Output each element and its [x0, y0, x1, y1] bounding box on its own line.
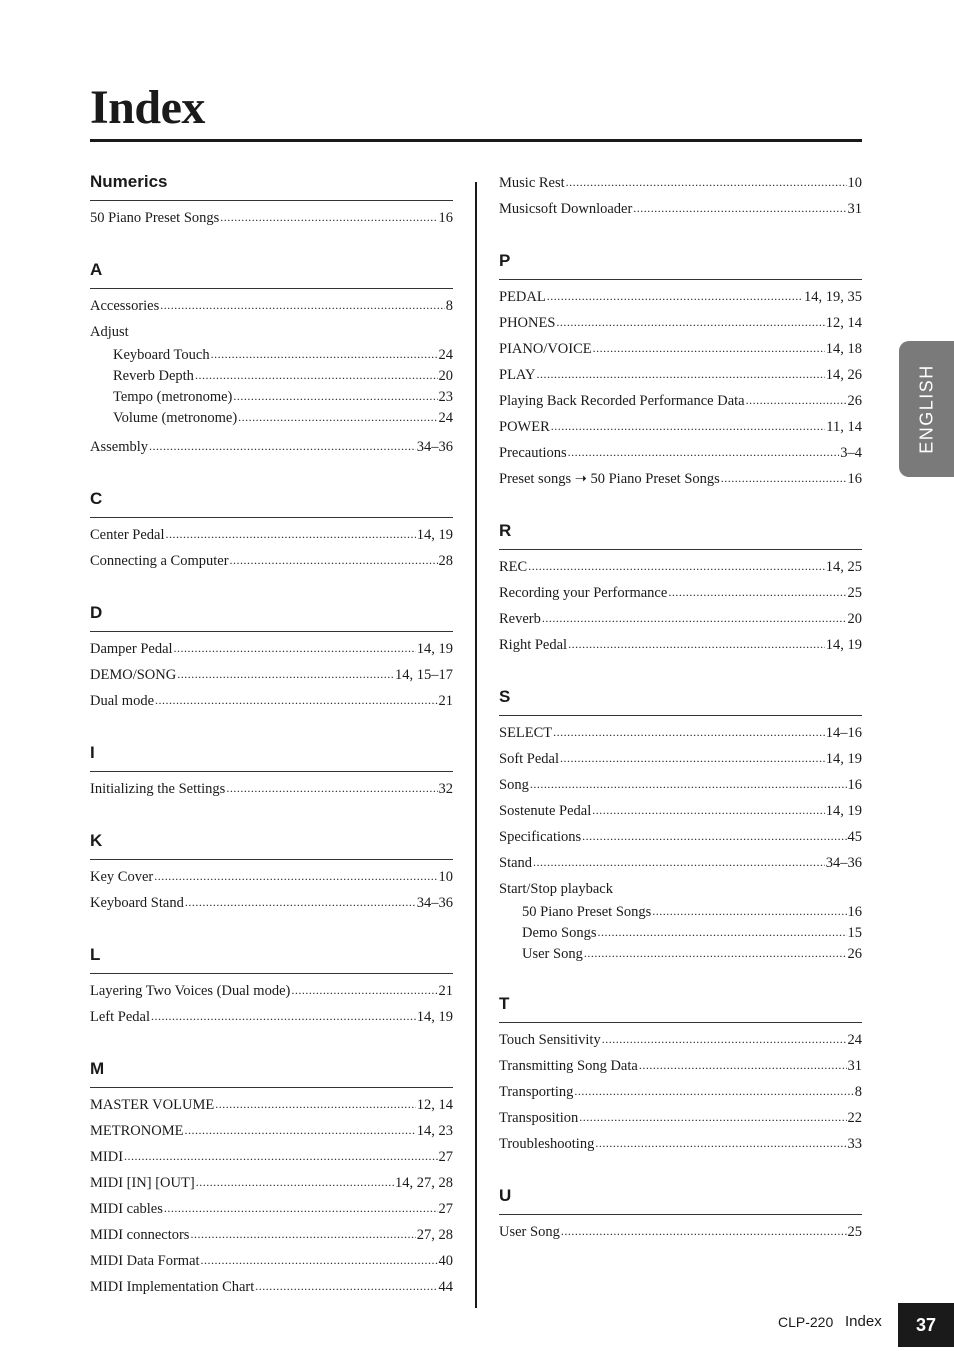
- index-column-left: [90, 170, 453, 1327]
- entry-term: Tempo (metronome): [113, 389, 233, 405]
- entry-page-ref: 14, 25: [825, 559, 862, 575]
- section-heading: U: [499, 1184, 862, 1215]
- entry-page-ref: 31: [847, 1058, 862, 1074]
- entry-page-ref: 24: [847, 1032, 862, 1048]
- index-entry[interactable]: [90, 434, 453, 460]
- dot-leader: [155, 687, 437, 713]
- entry-term: MIDI Data Format: [90, 1253, 200, 1269]
- entry-term: Layering Two Voices (Dual mode): [90, 983, 291, 999]
- dot-leader: [579, 1104, 846, 1130]
- entry-page-ref: 14, 27, 28: [395, 1175, 453, 1191]
- entry-page-ref: 14, 15–17: [395, 667, 453, 683]
- index-section: [90, 829, 453, 916]
- entry-term: Keyboard Stand: [90, 895, 184, 911]
- index-section: [499, 992, 862, 1157]
- entry-page-ref: 14, 18: [825, 341, 862, 357]
- entry-page-ref: 28: [438, 553, 453, 569]
- index-entry[interactable]: [499, 414, 862, 440]
- entry-term: Reverb Depth: [113, 368, 194, 384]
- entry-page-ref: 27: [438, 1201, 453, 1217]
- footer-model: CLP-220: [778, 1314, 834, 1330]
- index-subentry[interactable]: [499, 923, 862, 944]
- entry-page-ref: 20: [438, 368, 453, 384]
- entry-term: Reverb: [499, 611, 541, 627]
- entry-page-ref: 20: [847, 611, 862, 627]
- entry-term: User Song: [499, 1224, 560, 1240]
- footer-section-label: Index: [845, 1313, 882, 1330]
- entry-page-ref: 8: [854, 1084, 862, 1100]
- entry-page-ref: 14, 19: [825, 751, 862, 767]
- dot-leader: [721, 465, 847, 491]
- entry-page-ref: 25: [847, 585, 862, 601]
- dot-leader: [584, 943, 847, 964]
- entry-term: Demo Songs: [522, 925, 597, 941]
- index-section: [90, 170, 453, 231]
- dot-leader: [528, 553, 825, 579]
- index-entry[interactable]: [90, 636, 453, 662]
- section-heading: A: [90, 258, 453, 289]
- index-section: [499, 1184, 862, 1245]
- index-entry[interactable]: [499, 876, 862, 902]
- dot-leader: [201, 1247, 438, 1273]
- dot-leader: [574, 1078, 853, 1104]
- entry-page-ref: 27: [438, 1149, 453, 1165]
- entry-page-ref: 34–36: [825, 855, 862, 871]
- entry-page-ref: 27, 28: [416, 1227, 453, 1243]
- entry-page-ref: 14, 26: [825, 367, 862, 383]
- entry-page-ref: 14, 19: [416, 527, 453, 543]
- dot-leader: [220, 204, 437, 230]
- index-entry[interactable]: [499, 1053, 862, 1079]
- dot-leader: [560, 745, 825, 771]
- dot-leader: [547, 283, 803, 309]
- index-entry[interactable]: [90, 1092, 453, 1118]
- entry-term: Assembly: [90, 439, 148, 455]
- index-entry[interactable]: [90, 1222, 453, 1248]
- dot-leader: [166, 521, 416, 547]
- dot-leader: [154, 863, 437, 889]
- entry-page-ref: 26: [847, 946, 862, 962]
- index-entry[interactable]: [90, 1144, 453, 1170]
- index-entry[interactable]: [499, 746, 862, 772]
- section-heading: T: [499, 992, 862, 1023]
- dot-leader: [537, 361, 825, 387]
- dot-leader: [233, 386, 437, 407]
- index-entry[interactable]: [90, 1118, 453, 1144]
- entry-term: Musicsoft Downloader: [499, 201, 633, 217]
- entry-term: MIDI Implementation Chart: [90, 1279, 255, 1295]
- index-section: [90, 741, 453, 802]
- dot-leader: [291, 977, 437, 1003]
- dot-leader: [566, 169, 847, 195]
- index-entry[interactable]: [90, 890, 453, 916]
- entry-page-ref: 23: [438, 389, 453, 405]
- entry-term: Volume (metronome): [113, 410, 238, 426]
- dot-leader: [602, 1026, 847, 1052]
- entry-term: Center Pedal: [90, 527, 165, 543]
- index-section: [90, 1057, 453, 1300]
- index-entry[interactable]: [499, 1105, 862, 1131]
- dot-leader: [595, 1130, 846, 1156]
- index-entry[interactable]: [499, 388, 862, 414]
- entry-term: Song: [499, 777, 529, 793]
- dot-leader: [185, 889, 416, 915]
- dot-leader: [639, 1052, 847, 1078]
- section-heading: L: [90, 943, 453, 974]
- index-section: [499, 519, 862, 658]
- entry-page-ref: 32: [438, 781, 453, 797]
- index-entry[interactable]: [499, 196, 862, 222]
- dot-leader: [568, 631, 825, 657]
- index-entry[interactable]: [90, 776, 453, 802]
- entry-term: Transporting: [499, 1084, 574, 1100]
- index-entry[interactable]: [90, 1274, 453, 1300]
- index-subentry[interactable]: [90, 345, 453, 366]
- index-entry[interactable]: [90, 522, 453, 548]
- dot-leader: [149, 433, 416, 459]
- page-title: Index: [90, 81, 205, 134]
- index-entry[interactable]: [499, 798, 862, 824]
- entry-page-ref: 24: [438, 410, 453, 426]
- entry-term: Start/Stop playback: [499, 881, 613, 897]
- entry-page-ref: 8: [445, 298, 453, 314]
- index-entry[interactable]: [90, 293, 453, 319]
- entry-term: Transposition: [499, 1110, 579, 1126]
- entry-page-ref: 24: [438, 347, 453, 363]
- index-section: [499, 170, 862, 222]
- index-subentry[interactable]: [90, 387, 453, 408]
- index-entry[interactable]: [90, 1196, 453, 1222]
- entry-page-ref: 14, 19: [416, 1009, 453, 1025]
- entry-page-ref: 26: [847, 393, 862, 409]
- entry-page-ref: 45: [847, 829, 862, 845]
- index-subentry[interactable]: [499, 944, 862, 965]
- index-entry[interactable]: [499, 466, 862, 492]
- entry-term: User Song: [522, 946, 583, 962]
- entry-term: Touch Sensitivity: [499, 1032, 601, 1048]
- index-entry[interactable]: [499, 1131, 862, 1157]
- entry-term: SELECT: [499, 725, 553, 741]
- dot-leader: [551, 413, 826, 439]
- entry-term: Soft Pedal: [499, 751, 560, 767]
- entry-page-ref: 14, 19: [825, 637, 862, 653]
- entry-page-ref: 14, 19: [416, 641, 453, 657]
- index-subentry[interactable]: [90, 408, 453, 429]
- index-entry[interactable]: [90, 548, 453, 574]
- index-entry[interactable]: [499, 580, 862, 606]
- entry-page-ref: 14, 19: [825, 803, 862, 819]
- entry-term: Right Pedal: [499, 637, 568, 653]
- section-heading: R: [499, 519, 862, 550]
- entry-term: Recording your Performance: [499, 585, 668, 601]
- entry-term: DEMO/SONG: [90, 667, 177, 683]
- entry-page-ref: 16: [847, 904, 862, 920]
- section-heading: M: [90, 1057, 453, 1088]
- entry-term: PLAY: [499, 367, 536, 383]
- entry-term: Initializing the Settings: [90, 781, 226, 797]
- entry-term: POWER: [499, 419, 550, 435]
- entry-term: Preset songs ➝ 50 Piano Preset Songs: [499, 471, 720, 487]
- entry-term: Precautions: [499, 445, 567, 461]
- entry-page-ref: 12, 14: [825, 315, 862, 331]
- section-heading: Numerics: [90, 170, 453, 201]
- index-entry[interactable]: [90, 864, 453, 890]
- index-subentry[interactable]: [90, 366, 453, 387]
- entry-page-ref: 14–16: [825, 725, 862, 741]
- entry-page-ref: 12, 14: [416, 1097, 453, 1113]
- index-entry[interactable]: [499, 284, 862, 310]
- entry-page-ref: 14, 19, 35: [804, 289, 862, 305]
- index-entry[interactable]: [90, 1004, 453, 1030]
- index-subentry[interactable]: [499, 902, 862, 923]
- language-tab-label: ENGLISH: [916, 364, 936, 454]
- dot-leader: [592, 797, 825, 823]
- index-entry[interactable]: [499, 170, 862, 196]
- entry-term: Troubleshooting: [499, 1136, 595, 1152]
- entry-page-ref: 22: [847, 1110, 862, 1126]
- dot-leader: [211, 344, 438, 365]
- dot-leader: [124, 1143, 437, 1169]
- dot-leader: [633, 195, 846, 221]
- dot-leader: [556, 309, 824, 335]
- index-entry[interactable]: [499, 336, 862, 362]
- entry-page-ref: 3–4: [840, 445, 862, 461]
- index-entry[interactable]: [499, 1079, 862, 1105]
- column-divider: [475, 182, 477, 1308]
- section-heading: I: [90, 741, 453, 772]
- dot-leader: [553, 719, 825, 745]
- entry-page-ref: 31: [847, 201, 862, 217]
- index-column-right: [499, 170, 862, 1272]
- entry-term: Adjust: [90, 324, 129, 340]
- entry-page-ref: 34–36: [416, 439, 453, 455]
- entry-term: 50 Piano Preset Songs: [90, 210, 220, 226]
- section-heading: C: [90, 487, 453, 518]
- entry-term: Accessories: [90, 298, 160, 314]
- index-entry[interactable]: [499, 824, 862, 850]
- entry-page-ref: 34–36: [416, 895, 453, 911]
- entry-term: Connecting a Computer: [90, 553, 229, 569]
- index-entry[interactable]: [499, 632, 862, 658]
- dot-leader: [746, 387, 847, 413]
- index-entry[interactable]: [90, 1248, 453, 1274]
- entry-page-ref: 16: [847, 471, 862, 487]
- entry-page-ref: 21: [438, 693, 453, 709]
- entry-term: MIDI: [90, 1149, 124, 1165]
- entry-page-ref: 33: [847, 1136, 862, 1152]
- index-entry[interactable]: [90, 688, 453, 714]
- dot-leader: [238, 407, 437, 428]
- entry-term: MIDI [IN] [OUT]: [90, 1175, 195, 1191]
- dot-leader: [230, 547, 438, 573]
- entry-term: Stand: [499, 855, 533, 871]
- index-entry[interactable]: [499, 720, 862, 746]
- entry-page-ref: 44: [438, 1279, 453, 1295]
- dot-leader: [215, 1091, 416, 1117]
- index-entry[interactable]: [499, 362, 862, 388]
- language-tab[interactable]: [899, 341, 954, 477]
- entry-term: Keyboard Touch: [113, 347, 210, 363]
- entry-term: METRONOME: [90, 1123, 184, 1139]
- dot-leader: [568, 439, 840, 465]
- index-entry[interactable]: [499, 1027, 862, 1053]
- entry-term: MASTER VOLUME: [90, 1097, 215, 1113]
- entry-term: MIDI cables: [90, 1201, 163, 1217]
- page-number: 37: [898, 1303, 954, 1347]
- index-section: [90, 943, 453, 1030]
- dot-leader: [196, 1169, 394, 1195]
- dot-leader: [177, 661, 394, 687]
- index-entry[interactable]: [90, 978, 453, 1004]
- entry-term: Playing Back Recorded Performance Data: [499, 393, 745, 409]
- index-section: [90, 601, 453, 714]
- dot-leader: [582, 823, 846, 849]
- entry-page-ref: 10: [438, 869, 453, 885]
- entry-term: Damper Pedal: [90, 641, 173, 657]
- index-entry[interactable]: [499, 440, 862, 466]
- dot-leader: [533, 849, 825, 875]
- dot-leader: [530, 771, 847, 797]
- dot-leader: [184, 1117, 415, 1143]
- index-entry[interactable]: [90, 205, 453, 231]
- dot-leader: [160, 292, 444, 318]
- dot-leader: [542, 605, 847, 631]
- entry-term: Key Cover: [90, 869, 154, 885]
- entry-page-ref: 15: [847, 925, 862, 941]
- index-entry[interactable]: [499, 1219, 862, 1245]
- entry-term: 50 Piano Preset Songs: [522, 904, 652, 920]
- entry-page-ref: 14, 23: [416, 1123, 453, 1139]
- dot-leader: [190, 1221, 415, 1247]
- entry-term: Transmitting Song Data: [499, 1058, 638, 1074]
- entry-term: REC: [499, 559, 528, 575]
- entry-page-ref: 21: [438, 983, 453, 999]
- index-section: [90, 258, 453, 460]
- dot-leader: [164, 1195, 438, 1221]
- entry-term: PIANO/VOICE: [499, 341, 592, 357]
- section-heading: K: [90, 829, 453, 860]
- dot-leader: [255, 1273, 437, 1299]
- entry-term: PHONES: [499, 315, 556, 331]
- section-heading: D: [90, 601, 453, 632]
- dot-leader: [598, 922, 847, 943]
- entry-term: Music Rest: [499, 175, 565, 191]
- entry-term: Left Pedal: [90, 1009, 150, 1025]
- index-entry[interactable]: [499, 772, 862, 798]
- index-section: [499, 685, 862, 965]
- entry-page-ref: 16: [438, 210, 453, 226]
- entry-term: PEDAL: [499, 289, 546, 305]
- dot-leader: [561, 1218, 847, 1244]
- dot-leader: [151, 1003, 416, 1029]
- section-heading: S: [499, 685, 862, 716]
- entry-page-ref: 10: [847, 175, 862, 191]
- entry-page-ref: 11, 14: [826, 419, 862, 435]
- dot-leader: [226, 775, 437, 801]
- entry-term: Dual mode: [90, 693, 155, 709]
- dot-leader: [668, 579, 846, 605]
- dot-leader: [195, 365, 438, 386]
- section-heading: P: [499, 249, 862, 280]
- dot-leader: [174, 635, 416, 661]
- index-entry[interactable]: [90, 662, 453, 688]
- title-rule: [90, 139, 862, 142]
- index-entry[interactable]: [90, 319, 453, 345]
- entry-term: Specifications: [499, 829, 582, 845]
- entry-term: MIDI connectors: [90, 1227, 190, 1243]
- index-entry[interactable]: [499, 554, 862, 580]
- entry-term: Sostenute Pedal: [499, 803, 592, 819]
- index-entry[interactable]: [499, 310, 862, 336]
- dot-leader: [652, 901, 846, 922]
- entry-page-ref: 25: [847, 1224, 862, 1240]
- dot-leader: [593, 335, 825, 361]
- index-entry[interactable]: [499, 606, 862, 632]
- entry-page-ref: 16: [847, 777, 862, 793]
- index-entry[interactable]: [90, 1170, 453, 1196]
- index-entry[interactable]: [499, 850, 862, 876]
- index-section: [90, 487, 453, 574]
- entry-page-ref: 40: [438, 1253, 453, 1269]
- index-section: [499, 249, 862, 492]
